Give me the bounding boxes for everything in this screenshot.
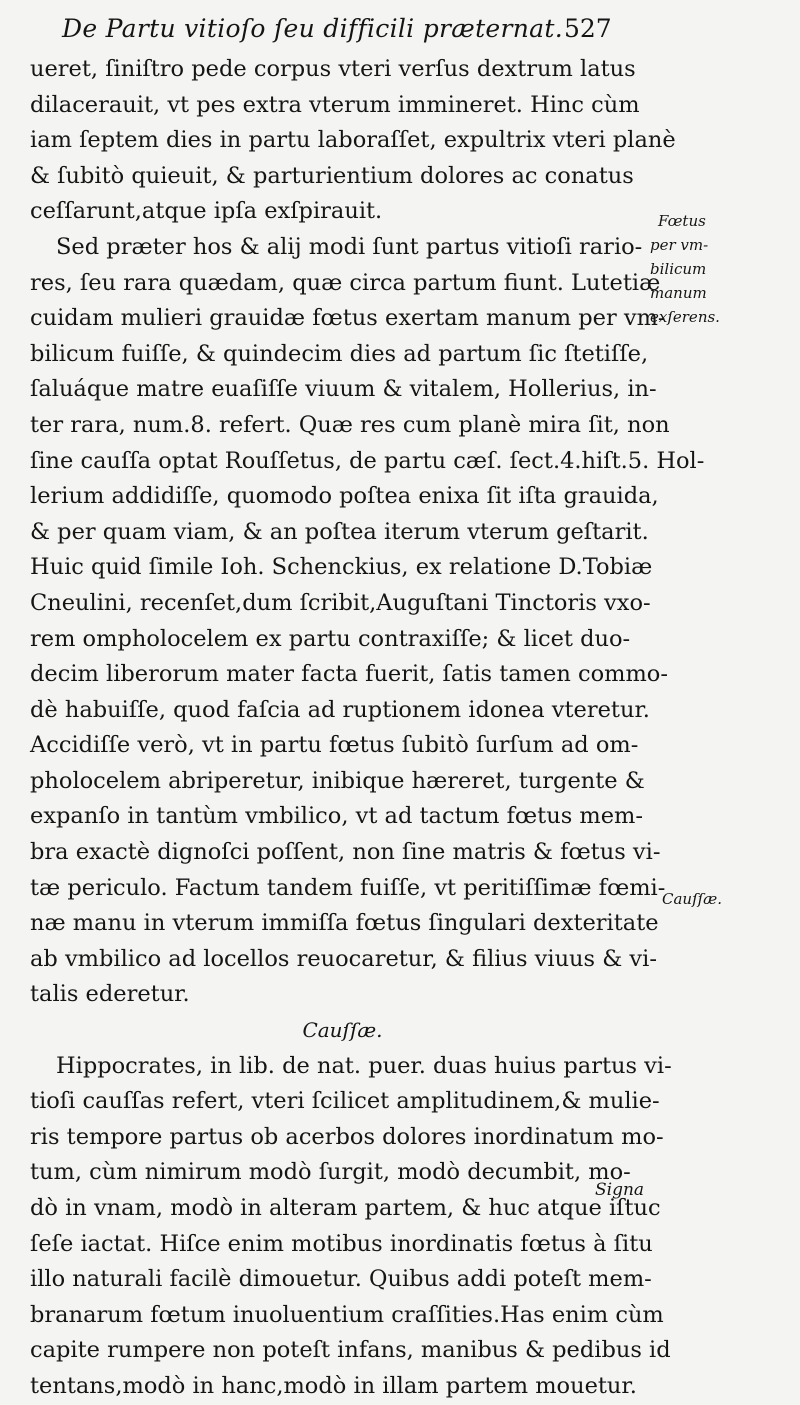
- margin-note-line: bilicum: [650, 260, 707, 278]
- text-line: ris tempore partus ob acerbos dolores inordinatum mo-: [30, 1123, 664, 1150]
- text-line: cuidam mulieri grauidæ fœtus exertam manum per vm-: [30, 305, 666, 332]
- margin-note-line: per vm-: [650, 236, 709, 254]
- text-line: branarum fœtum inuoluentium craſſities.Has enim cùm: [30, 1301, 664, 1328]
- text-line: ſeſe iactat. Hiſce enim motibus inordinatis fœtus à ſitu: [30, 1230, 653, 1257]
- text-line: Cneulini, recenſet,dum ſcribit,Auguſtani Tinctoris vxo-: [30, 589, 651, 616]
- text-line: res, ſeu rara quædam, quæ circa partum fiunt. Lutetiæ: [30, 269, 661, 296]
- text-line: tioſi cauſſas refert, vteri ſcilicet amplitudinem,& mulie-: [30, 1088, 660, 1115]
- text-line: ceſſarunt,atque ipſa exſpirauit.: [30, 198, 383, 225]
- text-line: talis ederetur.: [30, 981, 190, 1008]
- text-line: tentans,modò in hanc,modò in illam partem mouetur.: [30, 1372, 637, 1399]
- margin-note-line: manum: [650, 284, 707, 302]
- text-line: dilacerauit, vt pes extra vterum immineret. Hinc cùm: [30, 91, 640, 118]
- margin-note-line: Cauſſæ.: [662, 890, 723, 908]
- text-line: pholocelem abriperetur, inibique hæreret, turgente &: [30, 767, 645, 794]
- text-line: bilicum fuiſſe, & quindecim dies ad partum ſic ſtetiſſe,: [30, 340, 649, 367]
- text-line: ab vmbilico ad locellos reuocaretur, & filius viuus & vi-: [30, 945, 657, 972]
- text-line: Huic quid ſimile Ioh. Schenckius, ex relatione D.Tobiæ: [30, 554, 653, 581]
- text-line: decim liberorum mater facta fuerit, ſatis tamen commo-: [30, 661, 668, 688]
- text-line: lerium addidiſſe, quomodo poſtea enixa ſit iſta grauida,: [30, 483, 659, 510]
- text-line: ter rara, num.8. refert. Quæ res cum planè mira ſit, non: [30, 411, 670, 438]
- text-line: & per quam viam, & an poſtea iterum vterum geſtarit.: [30, 518, 649, 545]
- text-line: næ manu in vterum immiſſa fœtus ſingulari dexteritate: [30, 910, 659, 937]
- text-line: & ſubitò quieuit, & parturientium dolores ac conatus: [30, 162, 634, 189]
- text-line: capite rumpere non poteſt infans, manibus & pedibus id: [30, 1337, 671, 1364]
- text-line: ueret, ſiniſtro pede corpus vteri verſus dextrum latus: [30, 56, 636, 82]
- margin-note-line: Fœtus: [658, 212, 706, 230]
- text-line: bra exactè dignoſci poſſent, non ſine matris & fœtus vi-: [30, 839, 661, 866]
- page-number: 527: [564, 14, 612, 43]
- catchword: Signa: [595, 1180, 645, 1200]
- text-line: rem ompholocelem ex partu contraxiſſe; & licet duo-: [30, 625, 631, 652]
- text-line: tum, cùm nimirum modò ſurgit, modò decumbit, mo-: [30, 1159, 631, 1186]
- text-line: dè habuiſſe, quod faſcia ad ruptionem idonea vteretur.: [30, 696, 650, 723]
- text-line: Hippocrates, in lib. de nat. puer. duas huius partus vi-: [56, 1052, 672, 1079]
- text-line: ſine cauſſa optat Rouſſetus, de partu cæſ. ſect.4.hiſt.5. Hol-: [30, 447, 705, 474]
- page-header: [62, 14, 662, 54]
- section-heading: Cauſſæ.: [302, 1018, 383, 1043]
- text-line: Sed præter hos & alij modi ſunt partus vitioſi rario-: [56, 233, 643, 260]
- text-line: iam ſeptem dies in partu laboraſſet, expultrix vteri planè: [30, 127, 676, 154]
- margin-note-line: exſerens.: [650, 308, 720, 326]
- text-line: dò in vnam, modò in alteram partem, & huc atque iſtuc: [30, 1195, 661, 1221]
- text-line: Accidiſſe verò, vt in partu fœtus ſubitò ſurſum ad om-: [30, 732, 639, 759]
- text-line: ſaluáque matre euaſiſſe viuum & vitalem, Hollerius, in-: [30, 376, 657, 403]
- running-title: De Partu vitioſo ſeu difficili præternat.: [62, 14, 563, 43]
- text-line: expanſo in tantùm vmbilico, vt ad tactum fœtus mem-: [30, 803, 643, 830]
- text-line: tæ periculo. Factum tandem fuiſſe, vt peritiſſimæ fœmi-: [30, 874, 666, 901]
- text-line: illo naturali facilè dimouetur. Quibus addi poteſt mem-: [30, 1266, 652, 1293]
